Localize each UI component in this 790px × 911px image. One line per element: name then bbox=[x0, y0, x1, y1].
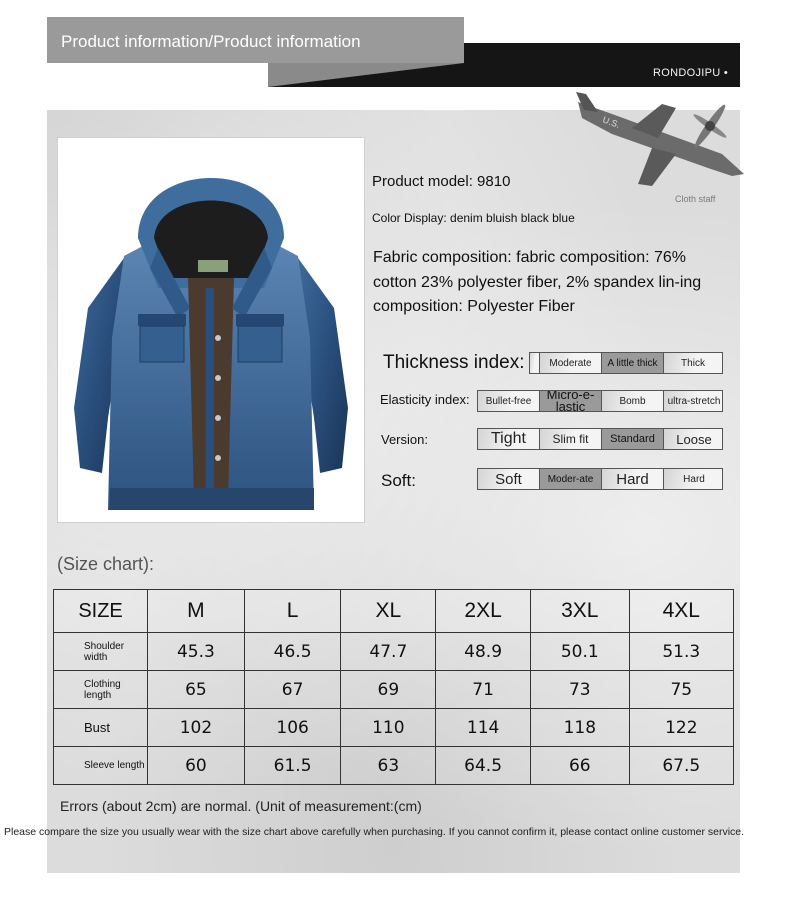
denim-jacket-image bbox=[58, 138, 364, 522]
size-header-2xl: 2XL bbox=[436, 590, 531, 633]
product-photo bbox=[57, 137, 365, 523]
elasticity-index-label: Elasticity index: bbox=[380, 392, 470, 407]
header-title-band bbox=[47, 17, 464, 63]
elasticity-option: Bomb bbox=[602, 391, 664, 411]
version-scale bbox=[477, 428, 723, 450]
row-label-bust: Bust bbox=[54, 709, 148, 747]
page-title: Product information/Product information bbox=[61, 32, 361, 51]
soft-label: Soft: bbox=[381, 471, 416, 490]
soft-scale bbox=[477, 468, 723, 490]
version-option: Slim fit bbox=[540, 429, 602, 449]
table-cell: 67.5 bbox=[629, 747, 733, 785]
table-cell: 45.3 bbox=[148, 633, 245, 671]
table-cell: 110 bbox=[341, 709, 436, 747]
size-header-xl: XL bbox=[341, 590, 436, 633]
size-header-m: M bbox=[148, 590, 245, 633]
soft-option: Soft bbox=[478, 469, 540, 489]
table-cell: 64.5 bbox=[436, 747, 531, 785]
brand-name: RONDOJIPU • bbox=[653, 67, 728, 79]
table-row bbox=[54, 747, 734, 785]
table-cell: 48.9 bbox=[436, 633, 531, 671]
table-cell: 118 bbox=[530, 709, 629, 747]
size-header-l: L bbox=[244, 590, 341, 633]
table-cell: 47.7 bbox=[341, 633, 436, 671]
table-cell: 50.1 bbox=[530, 633, 629, 671]
table-cell: 65 bbox=[148, 671, 245, 709]
thickness-option-selected: A little thick bbox=[602, 353, 664, 373]
table-cell: 63 bbox=[341, 747, 436, 785]
version-option: Tight bbox=[478, 429, 540, 449]
svg-text:U.S.: U.S. bbox=[601, 114, 622, 130]
size-header-label: SIZE bbox=[54, 590, 148, 633]
compare-note: Please compare the size you usually wear with the size chart above carefully when purchasing. If you cannot confirm it, please contact online customer service. bbox=[4, 826, 745, 838]
table-row bbox=[54, 633, 734, 671]
table-cell: 66 bbox=[530, 747, 629, 785]
thickness-option bbox=[530, 353, 540, 373]
plane-caption: Cloth staff bbox=[675, 194, 716, 204]
table-cell: 46.5 bbox=[244, 633, 341, 671]
table-cell: 71 bbox=[436, 671, 531, 709]
product-fabric: Fabric composition: fabric composition: 76% cotton 23% polyester fiber, 2% spandex lin-ing composition: Polyester Fiber bbox=[373, 249, 702, 315]
table-cell: 106 bbox=[244, 709, 341, 747]
size-chart-table bbox=[53, 589, 734, 785]
thickness-option: Moderate bbox=[540, 353, 602, 373]
row-label-clothing-length: Clothing length bbox=[54, 671, 148, 709]
table-cell: 75 bbox=[629, 671, 733, 709]
soft-option: Hard bbox=[664, 469, 724, 489]
product-model: Product model: 9810 bbox=[372, 173, 511, 190]
elasticity-option: ultra-stretch bbox=[664, 391, 724, 411]
size-chart-title: (Size chart): bbox=[57, 554, 155, 574]
size-header-3xl: 3XL bbox=[530, 590, 629, 633]
table-cell: 51.3 bbox=[629, 633, 733, 671]
version-label: Version: bbox=[381, 432, 428, 447]
product-color: Color Display: denim bluish black blue bbox=[372, 211, 575, 225]
table-cell: 102 bbox=[148, 709, 245, 747]
size-header-row bbox=[54, 590, 734, 633]
thickness-option: Thick bbox=[664, 353, 722, 373]
table-row bbox=[54, 709, 734, 747]
soft-option-selected: Moder-ate bbox=[540, 469, 602, 489]
soft-option: Hard bbox=[602, 469, 664, 489]
elasticity-option: Bullet-free bbox=[478, 391, 540, 411]
elasticity-index-scale bbox=[477, 390, 723, 412]
table-cell: 61.5 bbox=[244, 747, 341, 785]
thickness-index-scale bbox=[529, 352, 723, 374]
header-diagonal-shape bbox=[268, 63, 464, 87]
table-row bbox=[54, 671, 734, 709]
row-label-sleeve-length: Sleeve length bbox=[54, 747, 148, 785]
row-label-shoulder-width: Shoulder width bbox=[54, 633, 148, 671]
table-cell: 114 bbox=[436, 709, 531, 747]
table-cell: 73 bbox=[530, 671, 629, 709]
version-option: Loose bbox=[664, 429, 724, 449]
error-note: Errors (about 2cm) are normal. (Unit of measurement:(cm) bbox=[60, 798, 422, 814]
table-cell: 67 bbox=[244, 671, 341, 709]
size-header-4xl: 4XL bbox=[629, 590, 733, 633]
table-cell: 60 bbox=[148, 747, 245, 785]
elasticity-option-selected: Micro-e-lastic bbox=[540, 391, 602, 411]
airplane-icon bbox=[572, 88, 752, 198]
table-cell: 122 bbox=[629, 709, 733, 747]
thickness-index-label: Thickness index: bbox=[383, 352, 525, 373]
version-option-selected: Standard bbox=[602, 429, 664, 449]
table-cell: 69 bbox=[341, 671, 436, 709]
